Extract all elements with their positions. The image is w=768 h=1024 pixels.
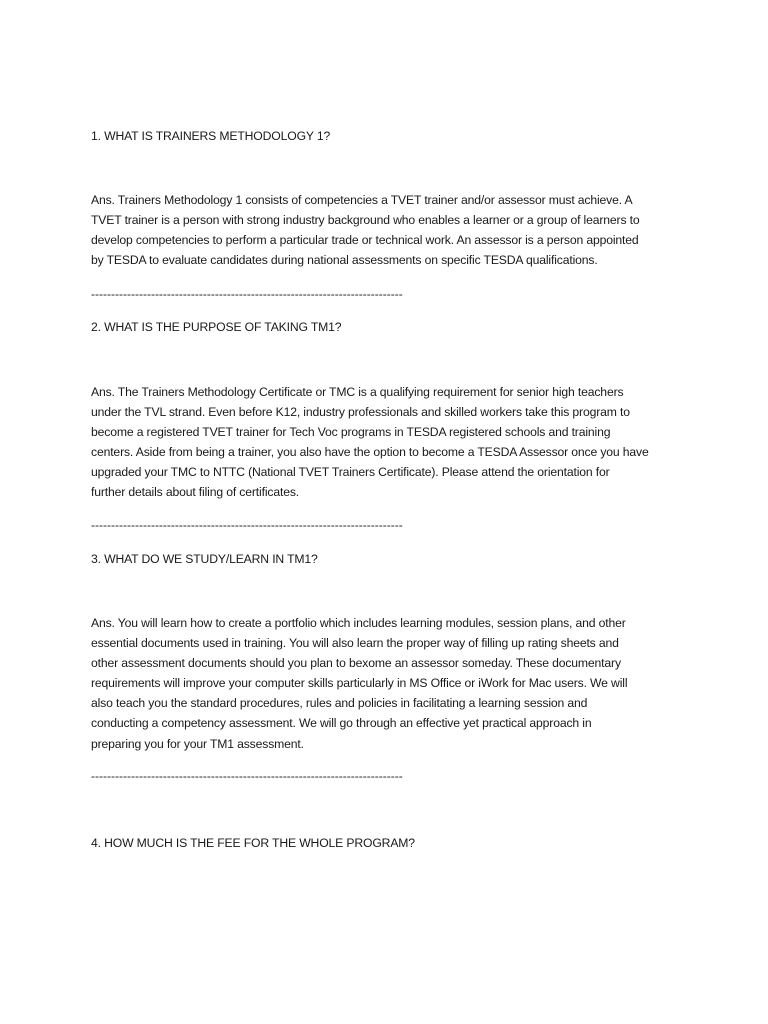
answer-line: by TESDA to evaluate candidates during national assessments on specific TESDA qualifications.	[91, 253, 598, 268]
answer-line: other assessment documents should you plan to bexome an assessor someday. These documentary	[91, 656, 621, 671]
answer-line: Ans. Trainers Methodology 1 consists of competencies a TVET trainer and/or assessor must achieve. A	[91, 193, 633, 207]
separator-line: ------------------------------------------------------------------------------	[91, 518, 403, 532]
answer-line: also teach you the standard procedures, rules and policies in facilitating a learning session and	[91, 696, 588, 711]
question-2-heading	[91, 317, 681, 337]
question-text: 1. WHAT IS TRAINERS METHODOLOGY 1?	[91, 129, 331, 143]
separator-line: ------------------------------------------------------------------------------	[91, 769, 403, 783]
question-3-heading	[91, 549, 681, 569]
answer-line: conducting a competency assessment. We will go through an effective yet practical approach in	[91, 716, 592, 731]
answer-line: centers. Aside from being a trainer, you also have the option to become a TESDA Assessor once you have	[91, 445, 649, 460]
answer-line: under the TVL strand. Even before K12, industry professionals and skilled workers take this program to	[91, 405, 630, 420]
answer-line: essential documents used in training. You will also learn the proper way of filling up rating sheets and	[91, 636, 619, 651]
separator-1	[91, 287, 681, 301]
answer-line: Ans. You will learn how to create a portfolio which includes learning modules, session plans, and other	[91, 616, 626, 630]
answer-line: develop competencies to perform a particular trade or technical work. An assessor is a person appointed	[91, 233, 639, 248]
answer-line: further details about filing of certificates.	[91, 485, 299, 500]
answer-line: requirements will improve your computer skills particularly in MS Office or iWork for Mac users. We will	[91, 676, 628, 691]
answer-line: upgraded your TMC to NTTC (National TVET Trainers Certificate). Please attend the orientation for	[91, 465, 610, 480]
question-text: 4. HOW MUCH IS THE FEE FOR THE WHOLE PROGRAM?	[91, 836, 415, 850]
question-4-heading	[91, 833, 681, 853]
separator-3	[91, 769, 681, 783]
answer-line: preparing you for your TM1 assessment.	[91, 736, 304, 751]
answer-1	[91, 190, 681, 270]
answer-line: TVET trainer is a person with strong industry background who enables a learner or a group of learners to	[91, 213, 640, 228]
answer-2	[91, 382, 681, 503]
question-text: 3. WHAT DO WE STUDY/LEARN IN TM1?	[91, 552, 318, 566]
answer-line: Ans. The Trainers Methodology Certificate or TMC is a qualifying requirement for senior high teachers	[91, 385, 624, 399]
question-text: 2. WHAT IS THE PURPOSE OF TAKING TM1?	[91, 320, 342, 334]
answer-line: become a registered TVET trainer for Tech Voc programs in TESDA registered schools and training	[91, 425, 611, 440]
separator-2	[91, 518, 681, 532]
separator-line: ------------------------------------------------------------------------------	[91, 287, 403, 301]
question-1-heading	[91, 126, 681, 146]
answer-3	[91, 613, 681, 754]
